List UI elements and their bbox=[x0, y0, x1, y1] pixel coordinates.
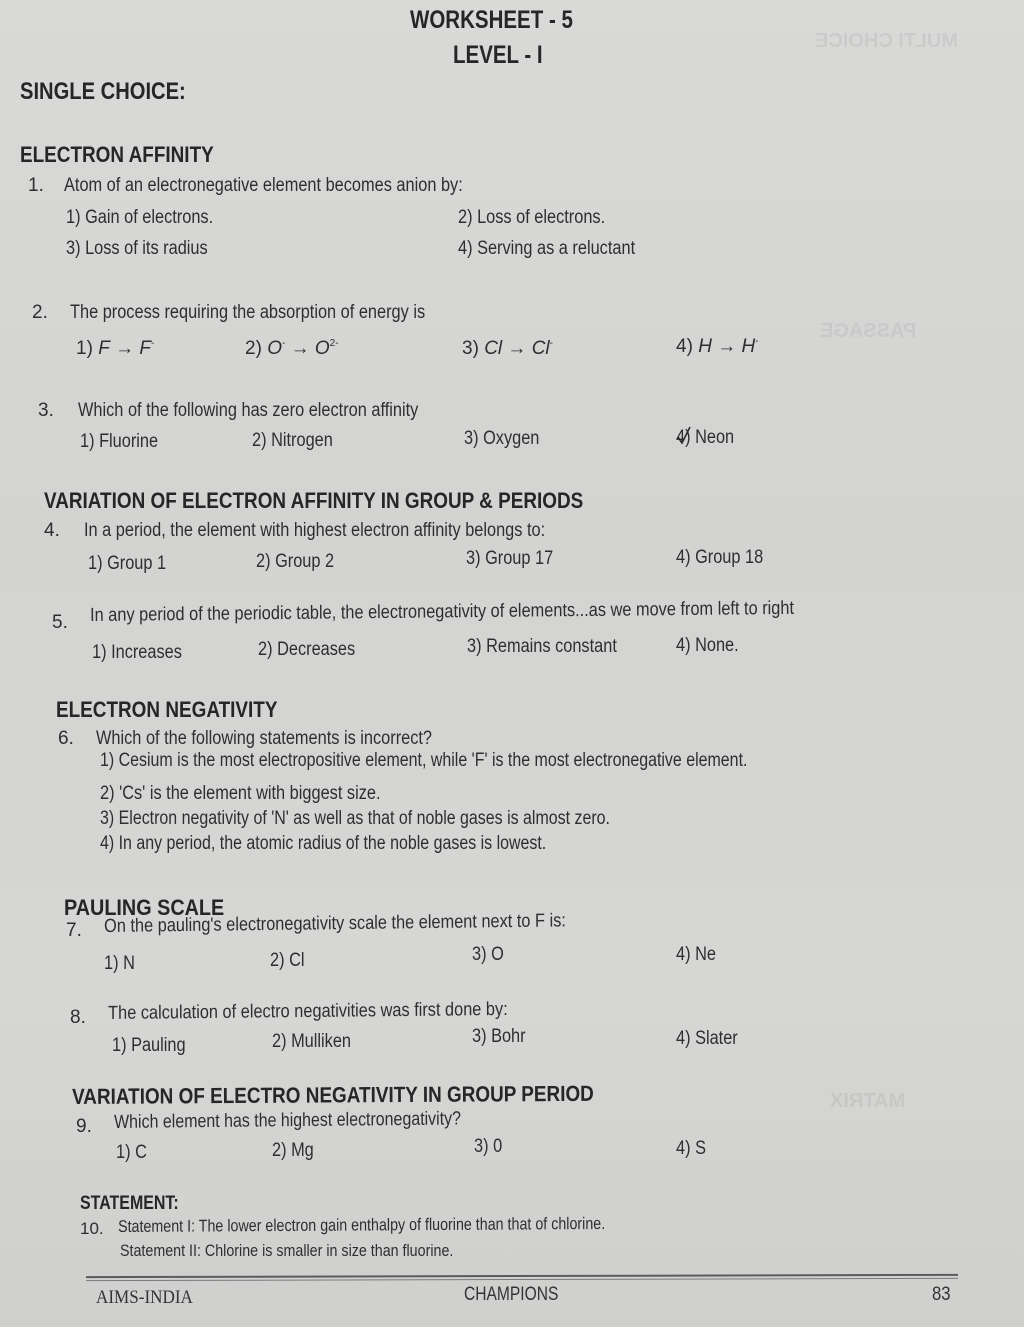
statement-2: Statement II: Chlorine is smaller in size than fluorine. bbox=[120, 1241, 454, 1260]
option-1[interactable]: 1) Group 1 bbox=[88, 553, 167, 574]
option-4[interactable]: 4) S bbox=[676, 1138, 706, 1159]
option-1[interactable]: 1) C bbox=[116, 1142, 147, 1163]
question-text: The calculation of electro negativities was first done by: bbox=[108, 998, 508, 1024]
option-4[interactable]: 4) Ne bbox=[676, 944, 716, 965]
option-3[interactable]: 3) Remains constant bbox=[467, 636, 617, 657]
level-title: LEVEL - I bbox=[453, 41, 543, 69]
show-through-text: PASSAGE bbox=[820, 320, 917, 342]
question-text: In any period of the periodic table, the electronegativity of elements...as we move from left to right bbox=[90, 597, 795, 626]
question-number: 10. bbox=[80, 1219, 104, 1238]
option-3[interactable]: 3) Electron negativity of 'N' as well as that of noble gases is almost zero. bbox=[100, 808, 610, 829]
section-heading-electron-affinity: ELECTRON AFFINITY bbox=[20, 142, 214, 167]
section-heading-statement: STATEMENT: bbox=[80, 1193, 179, 1214]
question-text: On the pauling's electronegativity scale the element next to F is: bbox=[104, 910, 566, 937]
option-2[interactable]: 2) Decreases bbox=[258, 639, 356, 660]
question-text: The process requiring the absorption of energy is bbox=[70, 302, 426, 323]
section-heading-variation-electron-affinity: VARIATION OF ELECTRON AFFINITY IN GROUP & PERIODS bbox=[44, 488, 584, 513]
question-text: Which of the following has zero electron affinity bbox=[78, 400, 419, 421]
option-1[interactable]: 1) F → F- bbox=[76, 338, 155, 359]
option-4[interactable]: 4) Serving as a reluctant bbox=[458, 238, 636, 259]
option-4-marked[interactable]: 4) Neon bbox=[676, 427, 735, 448]
option-4[interactable]: 4) In any period, the atomic radius of the noble gases is lowest. bbox=[100, 833, 547, 854]
page-number: 83 bbox=[932, 1284, 951, 1305]
option-3[interactable]: 3) Loss of its radius bbox=[66, 238, 208, 259]
show-through-text: MULTI CHOICE bbox=[815, 30, 958, 52]
question-number: 3. bbox=[38, 400, 54, 421]
question-number: 7. bbox=[66, 920, 82, 941]
question-number: 5. bbox=[52, 612, 68, 633]
section-heading-electron-negativity: ELECTRON NEGATIVITY bbox=[56, 697, 278, 722]
question-number: 9. bbox=[76, 1116, 92, 1137]
question-number: 1. bbox=[28, 175, 44, 196]
option-3[interactable]: 3) 0 bbox=[474, 1136, 503, 1157]
option-2[interactable]: 2) Mulliken bbox=[272, 1031, 352, 1052]
worksheet-title: WORKSHEET - 5 bbox=[410, 6, 573, 34]
option-2[interactable]: 2) Group 2 bbox=[256, 551, 335, 572]
question-text: Atom of an electronegative element becomes anion by: bbox=[64, 175, 463, 196]
question-text: Which of the following statements is incorrect? bbox=[96, 728, 433, 749]
option-3[interactable]: 3) Group 17 bbox=[466, 548, 554, 569]
option-3[interactable]: 3) Bohr bbox=[472, 1026, 526, 1047]
show-through-text: MATRIX bbox=[830, 1090, 906, 1112]
section-heading-pauling-scale: PAULING SCALE bbox=[64, 895, 225, 920]
option-2[interactable]: 2) Nitrogen bbox=[252, 430, 333, 451]
option-1[interactable]: 1) Increases bbox=[92, 642, 182, 663]
question-text: In a period, the element with highest electron affinity belongs to: bbox=[84, 520, 546, 541]
option-4[interactable]: 4) Slater bbox=[676, 1028, 738, 1049]
option-3[interactable]: 3) Oxygen bbox=[464, 428, 540, 449]
question-number: 4. bbox=[44, 520, 60, 541]
option-2[interactable]: 2) $O^- \to O^{2-}$ bbox=[245, 338, 339, 359]
option-4[interactable]: 4) H → H- bbox=[676, 336, 759, 357]
question-number: 6. bbox=[58, 728, 74, 749]
footer-series: CHAMPIONS bbox=[464, 1284, 559, 1305]
footer-rule bbox=[86, 1278, 958, 1281]
option-4[interactable]: 4) None. bbox=[676, 635, 739, 656]
option-3[interactable]: 3) O bbox=[472, 944, 504, 965]
section-heading-variation-electronegativity: VARIATION OF ELECTRO NEGATIVITY IN GROUP PERIOD bbox=[72, 1080, 594, 1109]
question-number: 8. bbox=[70, 1007, 86, 1028]
option-1[interactable]: 1) Cesium is the most electropositive element, while 'F' is the most electronegative element. bbox=[100, 750, 748, 771]
option-4[interactable]: 4) Group 18 bbox=[676, 547, 764, 568]
question-number: 2. bbox=[32, 302, 48, 323]
pen-tick-mark-icon bbox=[676, 425, 692, 447]
option-2[interactable]: 2) Loss of electrons. bbox=[458, 207, 606, 228]
option-2[interactable]: 2) 'Cs' is the element with biggest size. bbox=[100, 783, 381, 804]
footer-publisher: AIMS-INDIA bbox=[96, 1287, 193, 1308]
question-text: Which element has the highest electronegativity? bbox=[114, 1108, 462, 1133]
option-1[interactable]: 1) Gain of electrons. bbox=[66, 207, 214, 228]
option-1[interactable]: 1) N bbox=[104, 953, 135, 974]
section-type-label: SINGLE CHOICE: bbox=[20, 78, 186, 105]
option-1[interactable]: 1) Fluorine bbox=[80, 431, 159, 452]
statement-1: Statement I: The lower electron gain enthalpy of fluorine than that of chlorine. bbox=[118, 1213, 606, 1236]
option-3[interactable]: 3) Cl → Cl- bbox=[462, 338, 553, 359]
option-2[interactable]: 2) Mg bbox=[272, 1140, 314, 1161]
option-2[interactable]: 2) Cl bbox=[270, 950, 305, 971]
option-1[interactable]: 1) Pauling bbox=[112, 1035, 186, 1056]
